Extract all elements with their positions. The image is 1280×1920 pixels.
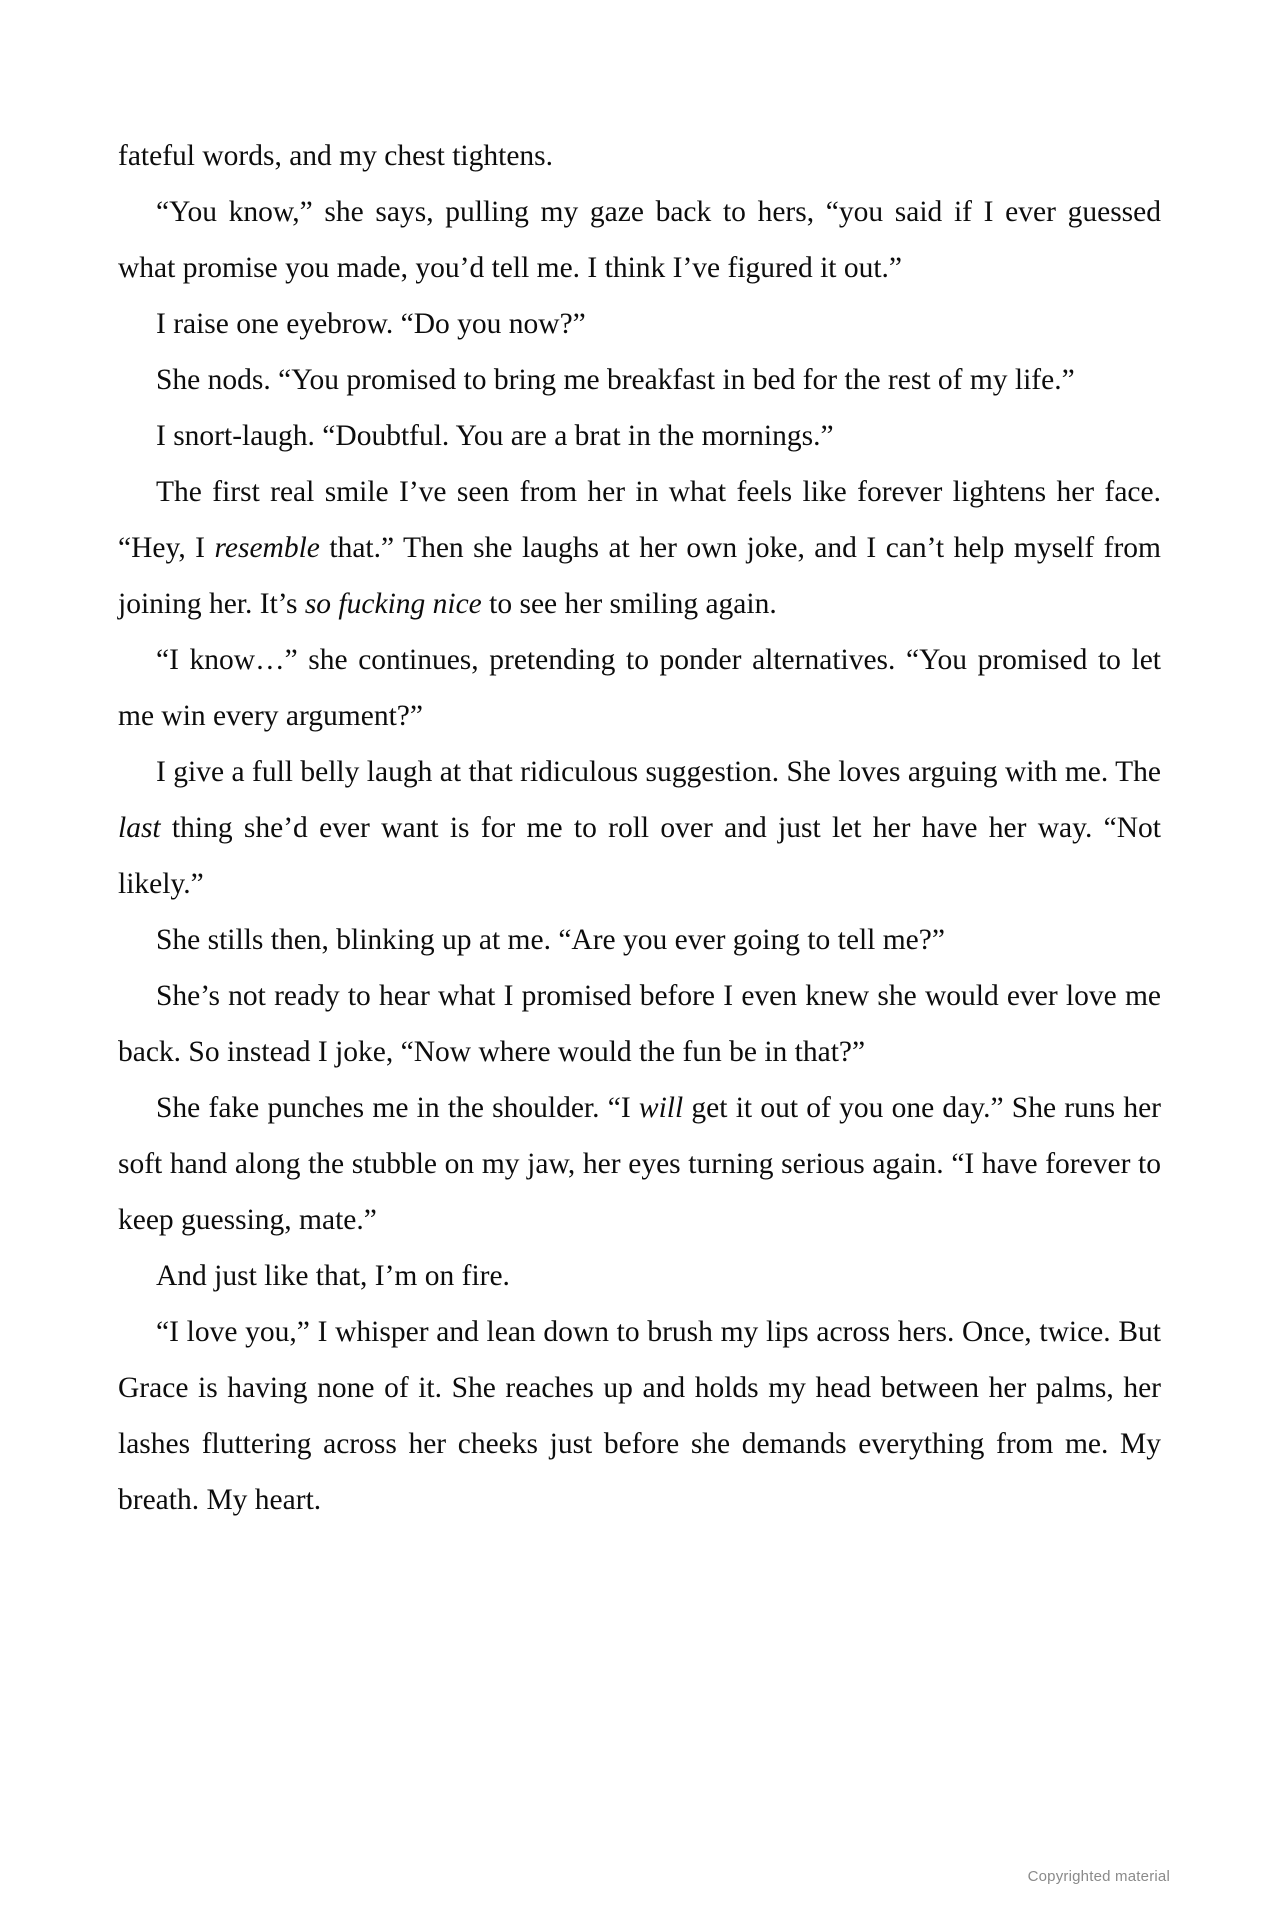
paragraph: She nods. “You promised to bring me breakfast in bed for the rest of my life.” bbox=[156, 364, 1075, 396]
paragraph: She’s not ready to hear what I promised before I even knew she would ever love me back. So instead I joke, “Now where would the fun be in that?” bbox=[118, 980, 1161, 1068]
paragraph: I raise one eyebrow. “Do you now?” bbox=[156, 308, 586, 340]
paragraph: I give a full belly laugh at that ridiculous suggestion. She loves arguing with me. The last thing she’d ever want is for me to roll over and just let her have her way. “Not likely.” bbox=[118, 756, 1161, 900]
paragraph: She fake punches me in the shoulder. “I will get it out of you one day.” She runs her soft hand along the stubble on my jaw, her eyes turning serious again. “I have forever to keep guessing, mate.” bbox=[118, 1092, 1161, 1236]
paragraph: “I love you,” I whisper and lean down to brush my lips across hers. Once, twice. But Grace is having none of it. She reaches up and holds my head between her palms, her lashes fluttering across her cheeks just before she demands everything from me. My breath. My heart. bbox=[118, 1316, 1161, 1516]
paragraph: “I know…” she continues, pretending to ponder alternatives. “You promised to let me win every argument?” bbox=[118, 644, 1161, 732]
paragraph: I snort-laugh. “Doubtful. You are a brat in the mornings.” bbox=[156, 420, 834, 452]
paragraph: fateful words, and my chest tightens. bbox=[118, 140, 554, 172]
paragraph: The first real smile I’ve seen from her in what feels like forever lightens her face. “Hey, I resemble that.” Then she laughs at her own joke, and I can’t help myself from joining her. It’s so fucking nice to see her smiling again. bbox=[118, 476, 1161, 620]
paragraph: “You know,” she says, pulling my gaze back to hers, “you said if I ever guessed what promise you made, you’d tell me. I think I’ve figured it out.” bbox=[118, 196, 1161, 284]
paragraph: And just like that, I’m on fire. bbox=[156, 1260, 510, 1292]
body-text-column bbox=[118, 128, 1161, 1528]
copyright-notice: Copyrighted material bbox=[1027, 1868, 1170, 1885]
paragraph: She stills then, blinking up at me. “Are you ever going to tell me?” bbox=[156, 924, 945, 956]
